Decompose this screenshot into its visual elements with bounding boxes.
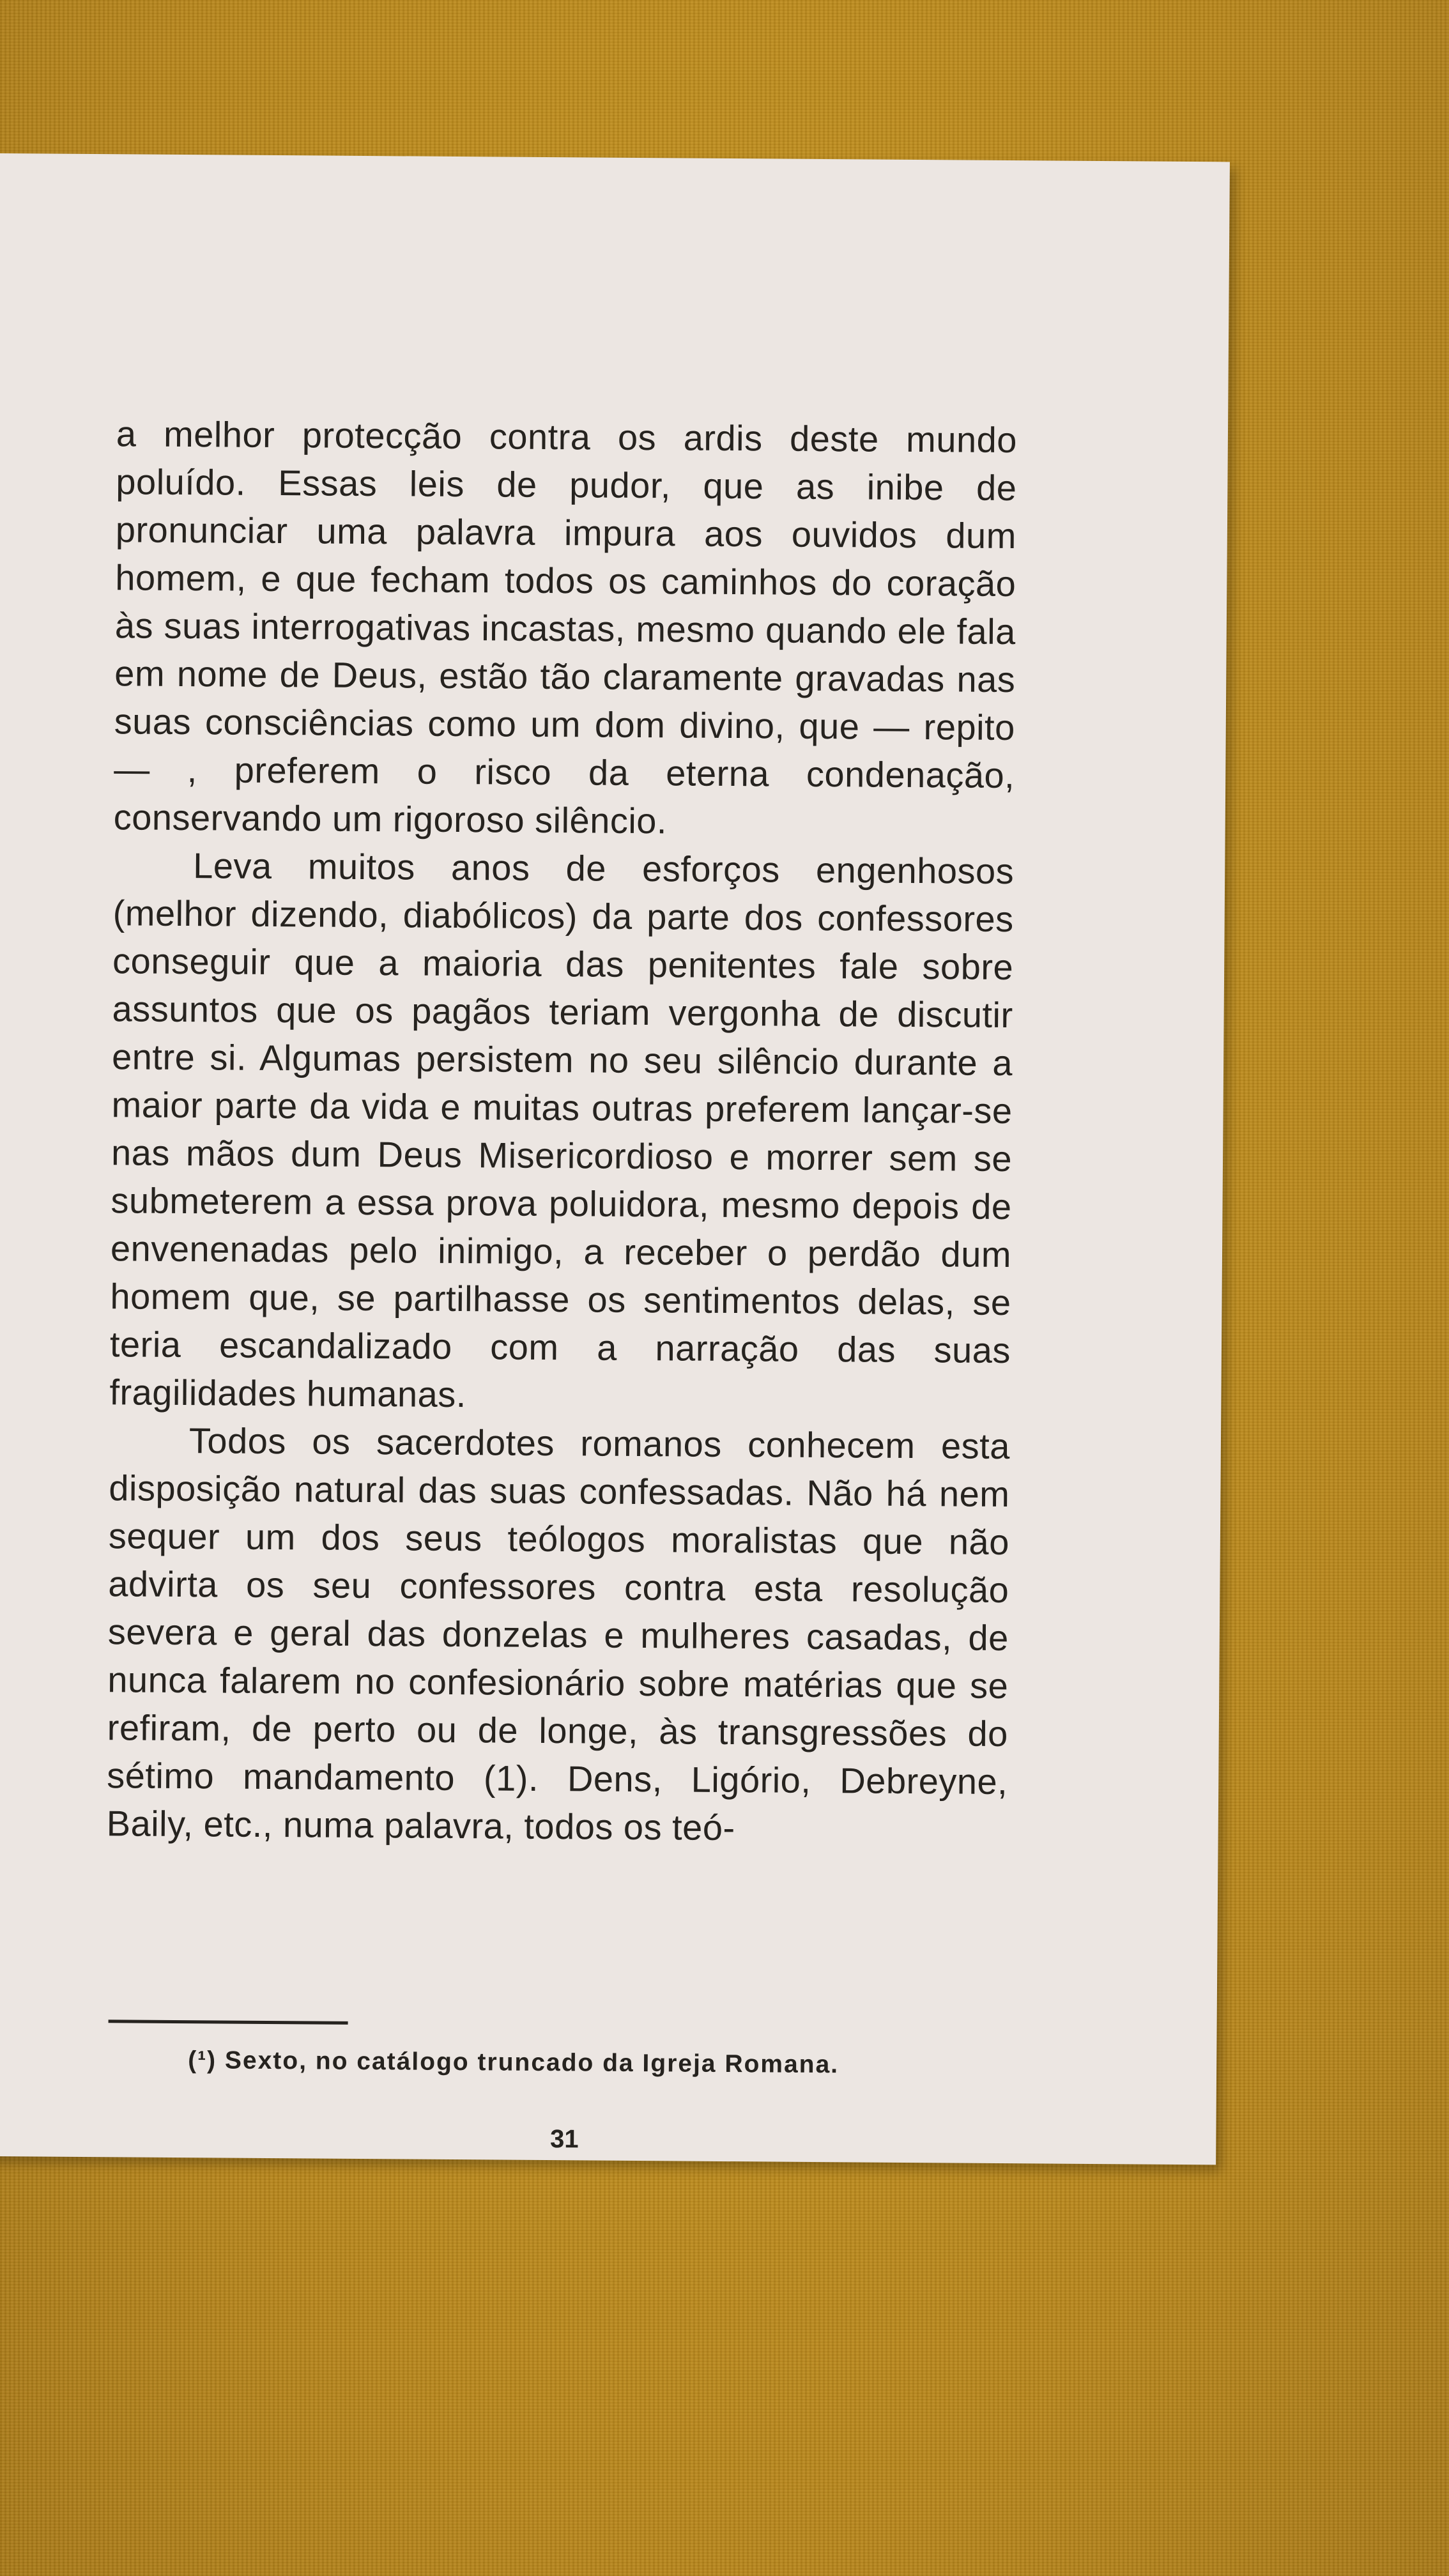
paragraph: a melhor protecção contra os ardis deste mundo poluído. Essas leis de pudor, que as inibe de pronunciar uma palavra impura aos ouvidos dum homem, e que fecham todos os caminhos do coração às suas interrogativas incastas, mesmo quando ele fala em nome de Deus, estão tão claramente gravadas nas suas consciências como um dom divino, que — repito — , preferem o risco da eterna condenação, conservando um rigoroso silêncio.: [113, 413, 1018, 841]
body-text: [106, 410, 1017, 1853]
footnote: (¹) Sexto, no catálogo truncado da Igreja Romana.: [188, 2046, 839, 2079]
book-page: [0, 153, 1230, 2165]
footnote-divider: [109, 2020, 348, 2025]
paragraph: Todos os sacerdotes romanos conhecem esta disposição natural das suas confessadas. Não há nem sequer um dos seus teólogos moralistas que não advirta os seu confessores contra esta resolução severa e geral das donzelas e mulheres casadas, de nunca falarem no confesionário sobre matérias que se refiram, de perto ou de longe, às transgressões do sétimo mandamento (1). Dens, Ligório, Debreyne, Baily, etc., numa palavra, todos os teó-: [106, 1420, 1011, 1848]
page-number: 31: [549, 2125, 579, 2154]
paragraph: Leva muitos anos de esforços engenhosos (melhor dizendo, diabólicos) da parte dos confessores conseguir que a maioria das penitentes fale sobre assuntos que os pagãos teriam vergonha de discutir entre si. Algumas persistem no seu silêncio durante a maior parte da vida e muitas outras preferem lançar-se nas mãos dum Deus Misericordioso e morrer sem se submeterem a essa prova poluidora, mesmo depois de envenenadas pelo inimigo, a receber o perdão dum homem que, se partilhasse os sentimentos delas, se teria escandalizado com a narração das suas fragilidades humanas.: [109, 845, 1015, 1415]
